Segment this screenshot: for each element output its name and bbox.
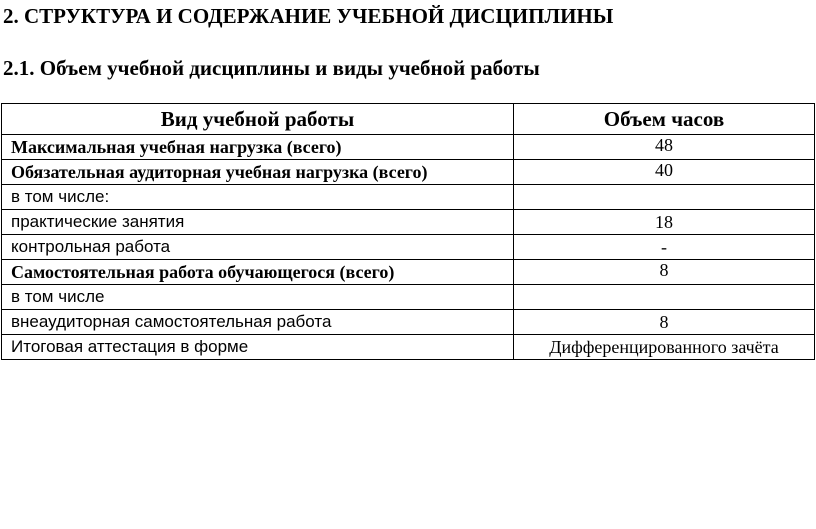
- row-value-including: [514, 185, 815, 210]
- table-row: [2, 185, 815, 210]
- header-hours: Объем часов: [514, 104, 815, 135]
- table-row: [2, 310, 815, 335]
- row-label-practical: практические занятия: [2, 210, 514, 235]
- row-value-extracurricular: 8: [514, 310, 815, 335]
- row-label-required-load: Обязательная аудиторная учебная нагрузка (всего): [2, 160, 514, 185]
- subsection-heading: 2.1. Объем учебной дисциплины и виды учебной работы: [3, 56, 540, 80]
- row-value-including-2: [514, 285, 815, 310]
- row-value-self-study: 8: [514, 260, 815, 285]
- row-value-max-load: 48: [514, 135, 815, 160]
- row-value-control-work: -: [514, 235, 815, 260]
- header-work-type: Вид учебной работы: [2, 104, 514, 135]
- row-label-including-2: в том числе: [2, 285, 514, 310]
- table-row: [2, 210, 815, 235]
- section-heading: 2. СТРУКТУРА И СОДЕРЖАНИЕ УЧЕБНОЙ ДИСЦИПЛИНЫ: [3, 4, 614, 28]
- table-row: [2, 335, 815, 360]
- table-row: [2, 235, 815, 260]
- row-value-final-attestation: Дифференцированного зачёта: [514, 335, 815, 360]
- row-value-required-load: 40: [514, 160, 815, 185]
- table-row: [2, 135, 815, 160]
- row-label-including: в том числе:: [2, 185, 514, 210]
- table-header-row: [2, 104, 815, 135]
- table-row: [2, 285, 815, 310]
- row-label-self-study: Самостоятельная работа обучающегося (всего): [2, 260, 514, 285]
- table-row: [2, 260, 815, 285]
- row-label-final-attestation: Итоговая аттестация в форме: [2, 335, 514, 360]
- workload-table: [1, 103, 815, 360]
- row-value-practical: 18: [514, 210, 815, 235]
- row-label-extracurricular: внеаудиторная самостоятельная работа: [2, 310, 514, 335]
- table-row: [2, 160, 815, 185]
- row-label-control-work: контрольная работа: [2, 235, 514, 260]
- row-label-max-load: Максимальная учебная нагрузка (всего): [2, 135, 514, 160]
